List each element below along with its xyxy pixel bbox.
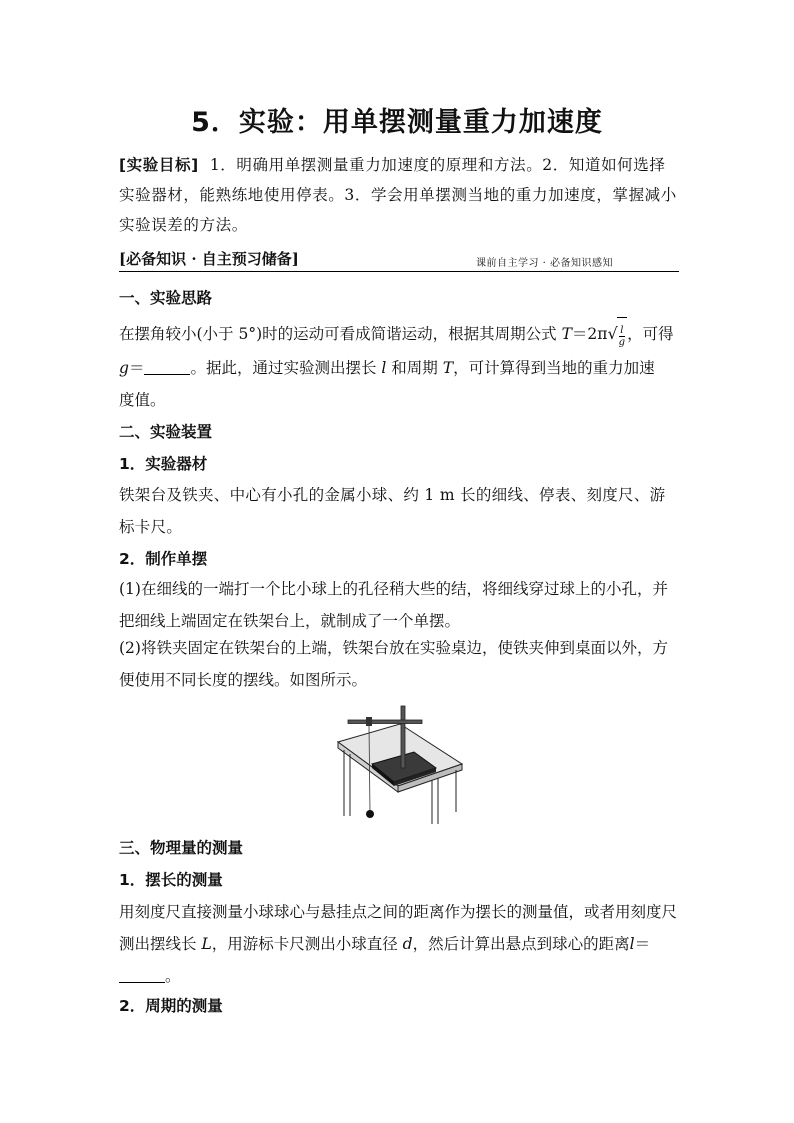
formula-T: T [561,325,572,343]
sec3-text-b: ，用游标卡尺测出小球直径 [211,935,403,953]
sec1-text-f: 度值。 [119,391,166,409]
sqrt-sign: √ [607,324,618,343]
fill-blank-l [119,968,165,983]
sec3-sub1: 1．摆长的测量 [119,871,223,889]
eq-sign: ＝ [128,359,145,377]
goal-label: [实验目标] [119,156,199,174]
frac-den: g [618,337,626,348]
formula-eq: ＝2π [571,325,608,343]
sec1-paragraph [119,316,679,416]
sec2-sub2: 2．制作单摆 [119,550,208,568]
sec2-p1: (1)在细线的一端打一个比小球上的孔径稍大些的结，将细线穿过球上的小孔，并把细线上端固定在铁架台上，就制成了一个单摆。 [119,580,668,630]
var-L: L [201,935,212,953]
eq-sign-2: ＝ [634,935,651,953]
pendulum-apparatus-figure [332,700,464,826]
var-T: T [442,359,454,377]
sec1-text-c: 。据此，通过实验测出摆长 [190,359,382,377]
sec1-text-e: ，可计算得到当地的重力加速 [453,359,655,377]
sec3-sub2: 2．周期的测量 [119,997,223,1015]
fill-blank-g [144,360,190,375]
goal-text: 1．明确用单摆测量重力加速度的原理和方法。2．知道如何选择实验器材，能熟练地使用停表。3．学会用单摆测当地的重力加速度，掌握减小实验误差的方法。 [119,156,677,234]
sec1-text-a: 在摆角较小(小于 5°)时的运动可看成简谐运动，根据其周期公式 [119,325,562,343]
sec1-heading: 一、实验思路 [119,289,213,307]
formula-fraction [619,325,625,348]
sec3-text-a: 用刻度尺直接测量小球球心与悬挂点之间的距离作为摆长的测量值，或者用刻度尺测出摆线长 [119,903,678,953]
banner-right: 课前自主学习 · 必备知识感知 [475,258,613,269]
sec1-text-b: ，可得 [627,325,674,343]
sec3-sub1-text [119,896,679,992]
sqrt-body [617,317,627,354]
sec3-text-end: 。 [165,967,181,985]
page-title: 5．实验：用单摆测量重力加速度 [191,107,603,138]
sec2-sub1: 1．实验器材 [119,455,208,473]
sec1-text-d: 和周期 [386,359,443,377]
sec2-sub1-text: 铁架台及铁夹、中心有小孔的金属小球、约 1 m 长的细线、停表、刻度尺、游标卡尺。 [119,486,666,536]
sec2-heading: 二、实验装置 [119,423,213,441]
sec3-text-c: ，然后计算出悬点到球心的距离 [412,935,630,953]
var-g: g [119,359,129,377]
frac-num: l [620,325,624,336]
banner-rule [119,271,679,272]
banner-left: [必备知识 · 自主预习储备] [119,250,299,268]
experiment-goal [119,150,679,240]
var-l-2: l [629,935,635,953]
var-d: d [402,935,413,953]
var-l: l [381,359,387,377]
section-banner [119,248,679,270]
sec2-p2: (2)将铁夹固定在铁架台的上端，铁架台放在实验桌边，使铁夹伸到桌面以外，方便使用不同长度的摆线。如图所示。 [119,639,668,689]
sec3-heading: 三、物理量的测量 [119,839,244,857]
